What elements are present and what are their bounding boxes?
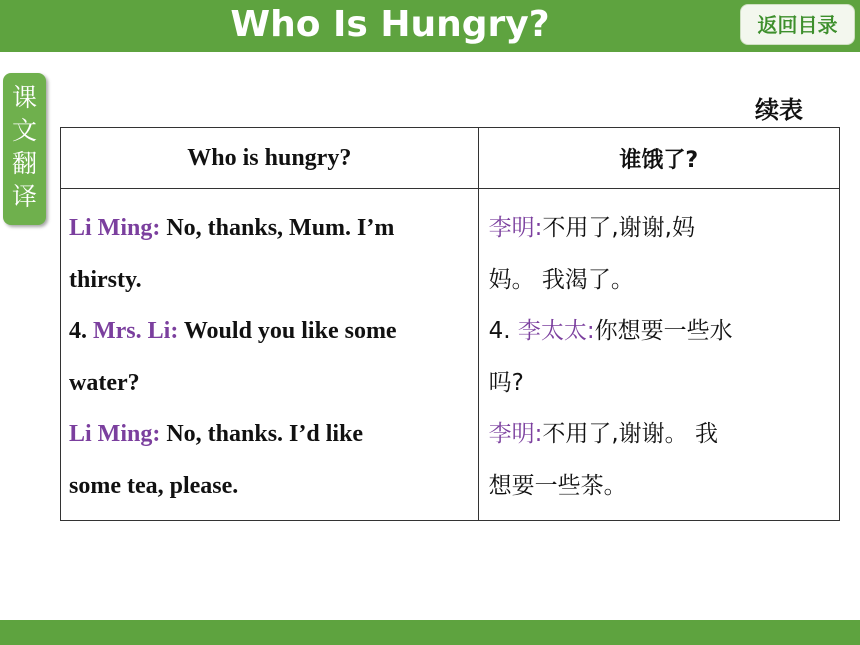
table-row [61, 189, 840, 521]
dialogue-text: 你想要一些水 [594, 318, 733, 344]
speaker-name: 李明: [488, 215, 543, 241]
return-to-contents-button[interactable]: 返回目录 [740, 4, 855, 45]
header-cell-chinese: 谁饿了? [478, 128, 839, 189]
dialogue-line [489, 203, 831, 255]
speaker-name: Mrs. Li: [93, 318, 179, 344]
dialogue-text: Would you like some [178, 318, 397, 344]
dialogue-line [489, 409, 831, 461]
speaker-name: Li Ming: [69, 215, 161, 241]
continued-label: 续表 [755, 96, 803, 124]
dialogue-line: thirsty. [69, 266, 142, 293]
line-number: 4. [69, 318, 93, 344]
header-cell-english: Who is hungry? [61, 128, 479, 189]
dialogue-line: 想要一些茶。 [488, 472, 627, 499]
dialogue-text: No, thanks, Mum. I’m [160, 215, 395, 241]
line-number: 4. [488, 318, 518, 344]
dialogue-line [489, 306, 831, 358]
side-tab-char: 翻 [11, 149, 37, 178]
dialogue-text: No, thanks. I’d like [160, 421, 364, 447]
translation-table [60, 127, 840, 521]
side-tab-text-translation[interactable] [3, 73, 46, 225]
footer-bar [0, 620, 860, 645]
speaker-name: 李明: [488, 421, 543, 447]
side-tab-char: 译 [11, 182, 37, 211]
page-title: Who Is Hungry? [230, 4, 550, 45]
chinese-dialogue-cell [478, 189, 839, 521]
speaker-name: 李太太: [517, 318, 595, 344]
side-tab-char: 文 [11, 116, 37, 145]
dialogue-line [69, 203, 470, 255]
dialogue-line: 妈。 我渴了。 [488, 266, 634, 293]
dialogue-line: 吗? [488, 369, 524, 396]
table-header-row [61, 128, 840, 189]
dialogue-line [69, 306, 470, 358]
dialogue-line [69, 409, 470, 461]
english-dialogue-cell [61, 189, 479, 521]
dialogue-text: 不用了,谢谢,妈 [542, 215, 695, 241]
side-tab-char: 课 [11, 83, 37, 112]
dialogue-text: 不用了,谢谢。 我 [542, 421, 718, 447]
dialogue-line: water? [69, 369, 140, 396]
speaker-name: Li Ming: [69, 421, 161, 447]
dialogue-line: some tea, please. [69, 472, 239, 499]
